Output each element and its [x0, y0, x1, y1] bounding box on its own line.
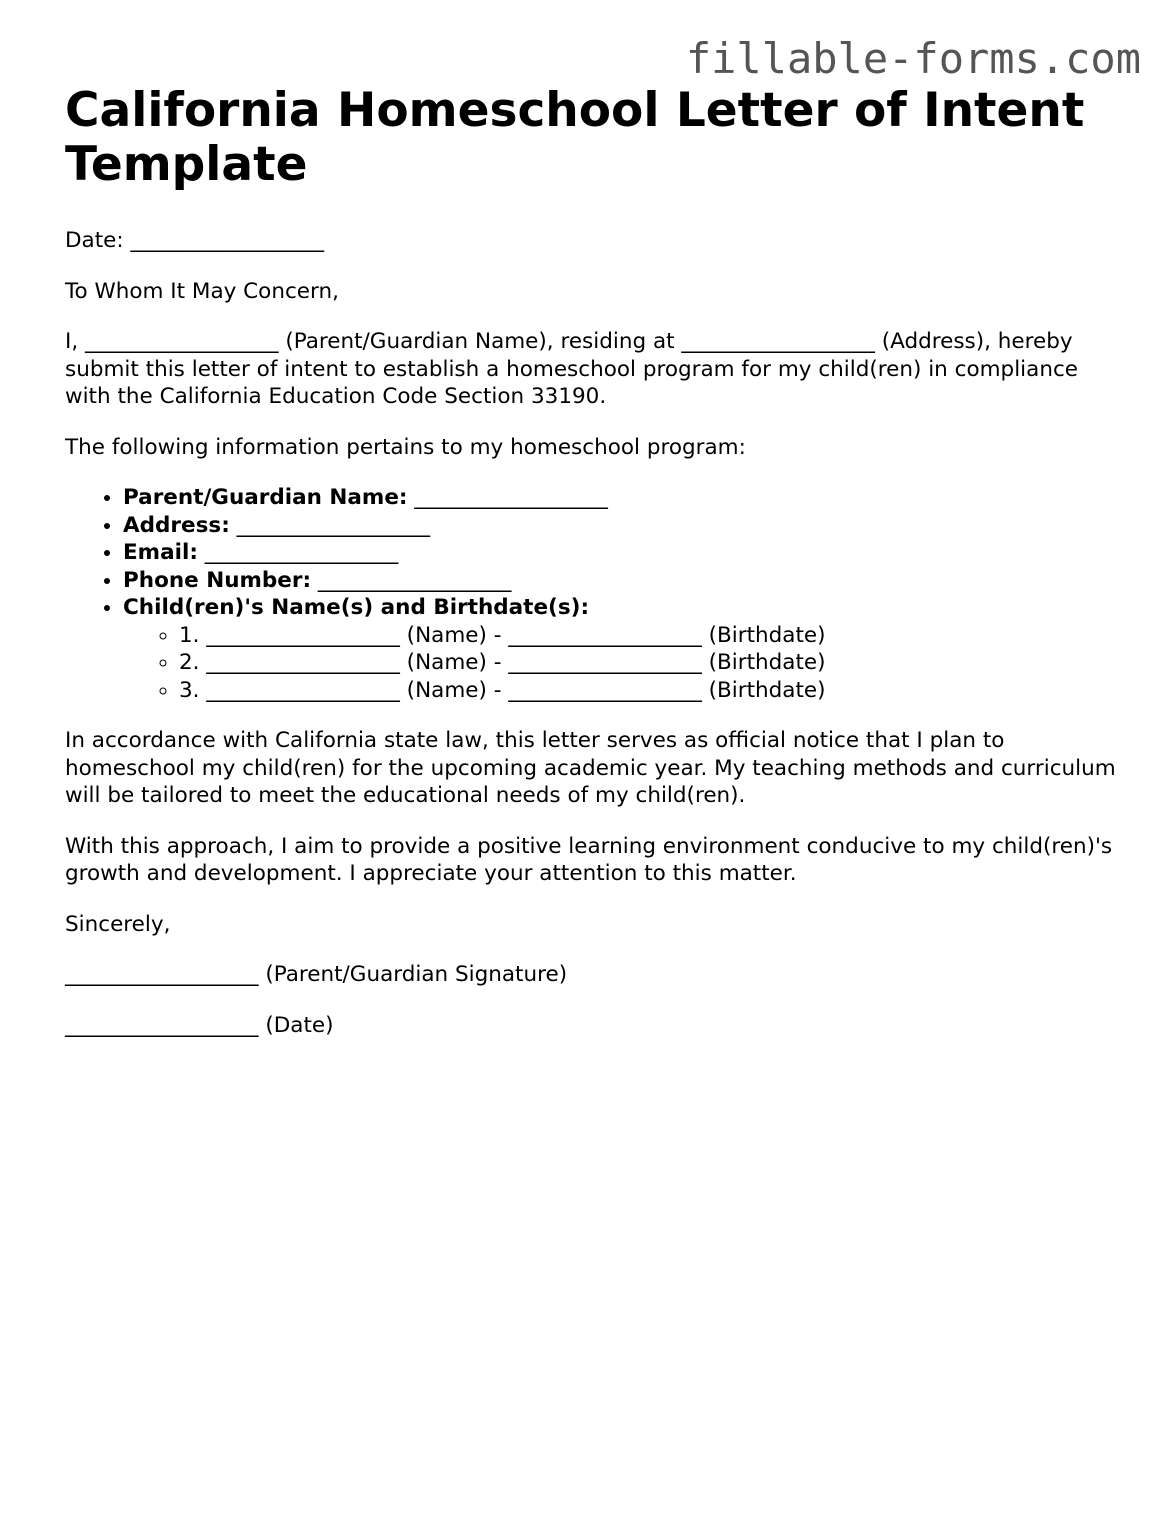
field-blank: __________________ [229, 512, 431, 538]
document-title: California Homeschool Letter of Intent Template [65, 83, 1085, 192]
child-entry: ◦ 2. __________________ (Name) - __________________ (Birthdate) [179, 649, 1125, 677]
pertains-paragraph: The following information pertains to my homeschool program: [65, 434, 746, 460]
salutation: To Whom It May Concern, [65, 278, 339, 304]
watermark: fillable-forms.com [685, 34, 1141, 83]
info-list [65, 484, 1125, 704]
field-label: Email: [123, 540, 198, 565]
children-list [123, 622, 1125, 705]
field-blank: __________________ [311, 567, 512, 593]
field-blank: __________________ [407, 485, 608, 510]
approach-paragraph: With this approach, I aim to provide a positive learning environment conducive to my child(ren)'s growth and development. I appreciate your attention to this matter. [65, 833, 1113, 886]
document-page [65, 84, 1125, 1039]
signature-line: __________________ (Parent/Guardian Signature) [65, 962, 568, 987]
date-field-line: Date: __________________ [65, 228, 324, 253]
list-item-children [123, 594, 1125, 704]
field-blank: __________________ [197, 540, 399, 565]
intro-paragraph: I, __________________ (Parent/Guardian Name), residing at __________________ (Address), hereby submit this letter of intent to establish a homeschool program for my child(ren) in compliance with the California Education Code Section 33190. [65, 329, 1078, 409]
list-item-phone [123, 567, 1125, 595]
field-label: Parent/Guardian Name: [123, 485, 408, 510]
closing: Sincerely, [65, 911, 171, 937]
field-label: Child(ren)'s Name(s) and Birthdate(s): [123, 595, 590, 620]
child-entry: ◦ 3. __________________ (Name) - __________________ (Birthdate) [179, 677, 1125, 705]
field-label: Address: [123, 512, 230, 538]
list-item-email [123, 539, 1125, 567]
list-item-parent-name [123, 484, 1125, 512]
list-item-address [123, 512, 1125, 540]
child-entry: ◦ 1. __________________ (Name) - __________________ (Birthdate) [179, 622, 1125, 650]
notice-paragraph: In accordance with California state law, this letter serves as official notice that I plan to homeschool my child(ren) for the upcoming academic year. My teaching methods and curriculum will be tailored to meet the educational needs of my child(ren). [65, 728, 1116, 808]
date-signature-line: __________________ (Date) [65, 1012, 334, 1038]
field-label: Phone Number: [123, 567, 312, 593]
document-body [65, 227, 1125, 1039]
